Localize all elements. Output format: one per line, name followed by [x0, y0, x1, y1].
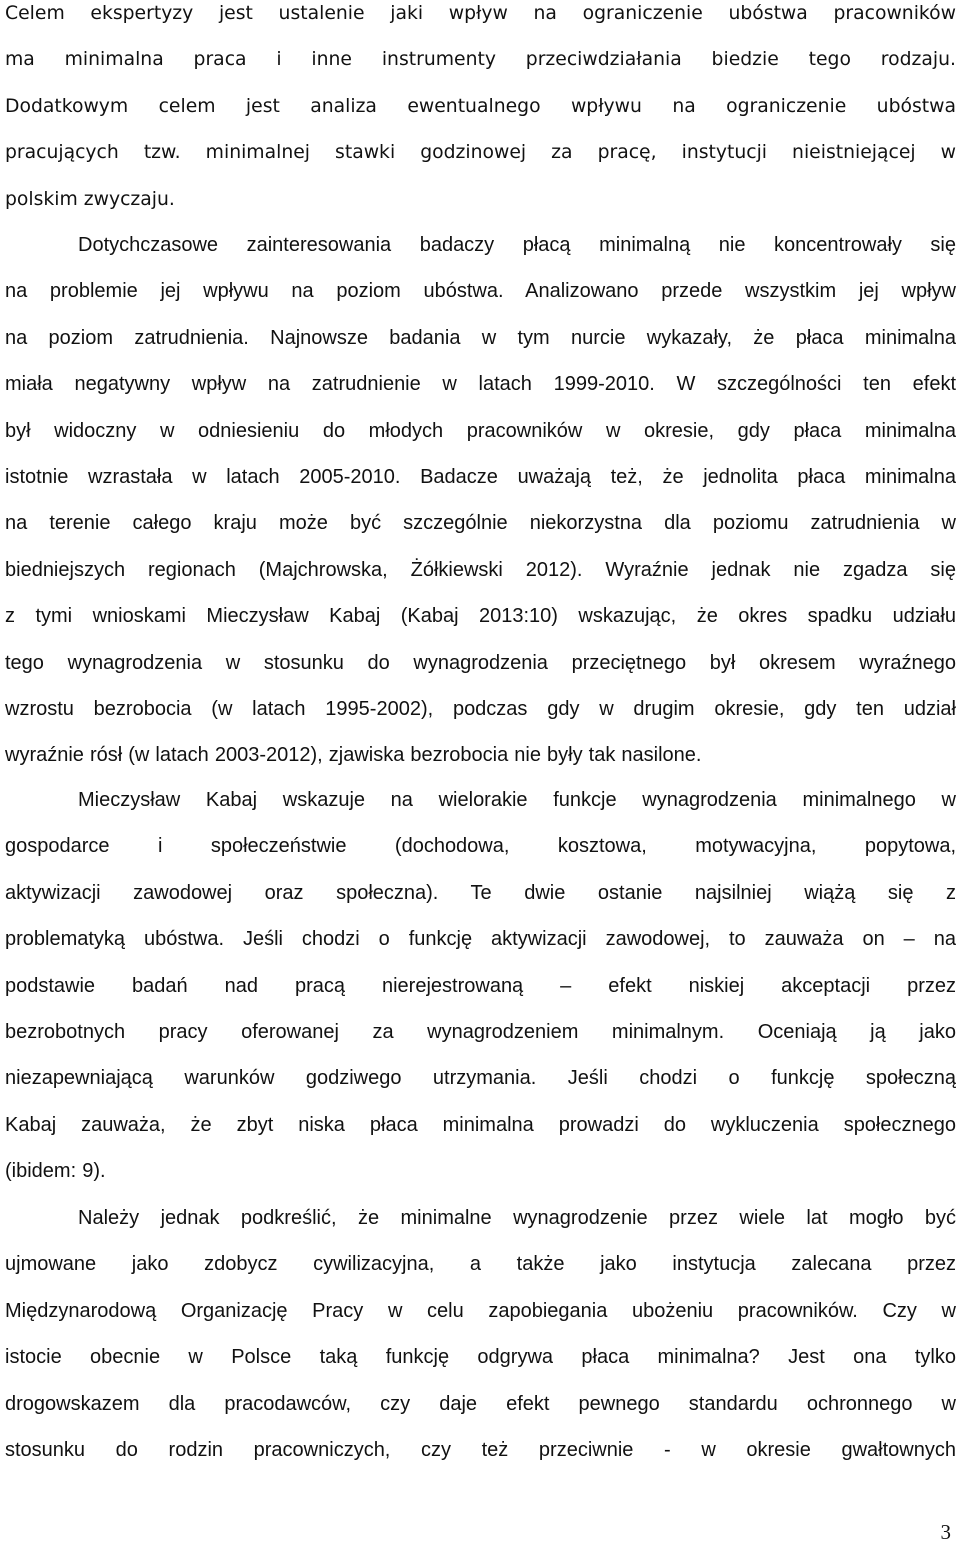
page-number: 3: [940, 1520, 951, 1544]
text-line: drogowskazem dla pracodawców, czy daje efekt pewnego standardu ochronnego w: [5, 1392, 956, 1415]
text-line: miała negatywny wpływ na zatrudnienie w latach 1999-2010. W szczególności ten efekt: [5, 373, 956, 396]
text-line: aktywizacji zawodowej oraz społeczna). Te dwie ostanie najsilniej wiążą się z: [5, 881, 956, 904]
text-line: Dotychczasowe zainteresowania badaczy płacą minimalną nie koncentrowały się: [78, 234, 956, 256]
text-line: biedniejszych regionach (Majchrowska, Żółkiewski 2012). Wyraźnie jednak nie zgadza się: [5, 558, 956, 581]
paragraph-1: [5, 0, 956, 223]
text-line: na poziom zatrudnienia. Najnowsze badania w tym nurcie wykazały, że płaca minimalna: [5, 326, 956, 349]
text-line: ujmowane jako zdobycz cywilizacyjna, a także jako instytucja zalecana przez: [5, 1253, 956, 1276]
text-line: tego wynagrodzenia w stosunku do wynagrodzenia przeciętnego był okresem wyraźnego: [5, 651, 956, 674]
text-line: gospodarce i społeczeństwie (dochodowa, kosztowa, motywacyjna, popytowa,: [5, 835, 956, 858]
text-line: stosunku do rodzin pracowniczych, czy też przeciwnie - w okresie gwałtownych: [5, 1439, 956, 1462]
text-line: niezapewniającą warunków godziwego utrzymania. Jeśli chodzi o funkcję społeczną: [5, 1067, 956, 1090]
text-line: problematyką ubóstwa. Jeśli chodzi o funkcję aktywizacji zawodowej, to zauważa on – na: [5, 928, 956, 951]
text-line: Mieczysław Kabaj wskazuje na wielorakie funkcje wynagrodzenia minimalnego w: [78, 789, 956, 811]
text-line: był widoczny w odniesieniu do młodych pracowników w okresie, gdy płaca minimalna: [5, 419, 956, 442]
text-line: wzrostu bezrobocia (w latach 1995-2002), podczas gdy w drugim okresie, gdy ten udział: [5, 698, 956, 721]
text-line: pracujących tzw. minimalnej stawki godzinowej za pracę, instytucji nieistniejącej w: [5, 142, 956, 164]
text-line: Dodatkowym celem jest analiza ewentualnego wpływu na ograniczenie ubóstwa: [5, 95, 956, 117]
text-line: Należy jednak podkreślić, że minimalne wynagrodzenie przez wiele lat mogło być: [78, 1207, 956, 1229]
text-line: z tymi wnioskami Mieczysław Kabaj (Kabaj 2013:10) wskazując, że okres spadku udziału: [5, 605, 956, 628]
text-line: na terenie całego kraju może być szczególnie niekorzystna dla poziomu zatrudnienia w: [5, 512, 956, 535]
text-line: Kabaj zauważa, że zbyt niska płaca minimalna prowadzi do wykluczenia społecznego: [5, 1113, 956, 1136]
paragraph-3: [5, 777, 956, 1195]
text-line: (ibidem: 9).: [5, 1160, 106, 1183]
text-line: Celem ekspertyzy jest ustalenie jaki wpływ na ograniczenie ubóstwa pracowników: [5, 3, 956, 24]
text-line: bezrobotnych pracy oferowanej za wynagrodzeniem minimalnym. Oceniają ją jako: [5, 1021, 956, 1044]
text-line: istocie obecnie w Polsce taką funkcję odgrywa płaca minimalna? Jest ona tylko: [5, 1346, 956, 1369]
text-line: polskim zwyczaju.: [5, 188, 175, 210]
text-line: na problemie jej wpływu na poziom ubóstwa. Analizowano przede wszystkim jej wpływ: [5, 280, 956, 303]
text-line: istotnie wzrastała w latach 2005-2010. Badacze uważają też, że jednolita płaca minimalna: [5, 466, 956, 489]
text-line: wyraźnie rósł (w latach 2003-2012), zjawiska bezrobocia nie były tak nasilone.: [5, 744, 702, 767]
text-line: Międzynarodową Organizację Pracy w celu zapobiegania ubożeniu pracowników. Czy w: [5, 1299, 956, 1322]
text-line: ma minimalna praca i inne instrumenty przeciwdziałania biedzie tego rodzaju.: [5, 49, 956, 71]
paragraph-2: [5, 222, 956, 779]
paragraph-4: [5, 1195, 956, 1473]
text-line: podstawie badań nad pracą nierejestrowaną – efekt niskiej akceptacji przez: [5, 974, 956, 997]
